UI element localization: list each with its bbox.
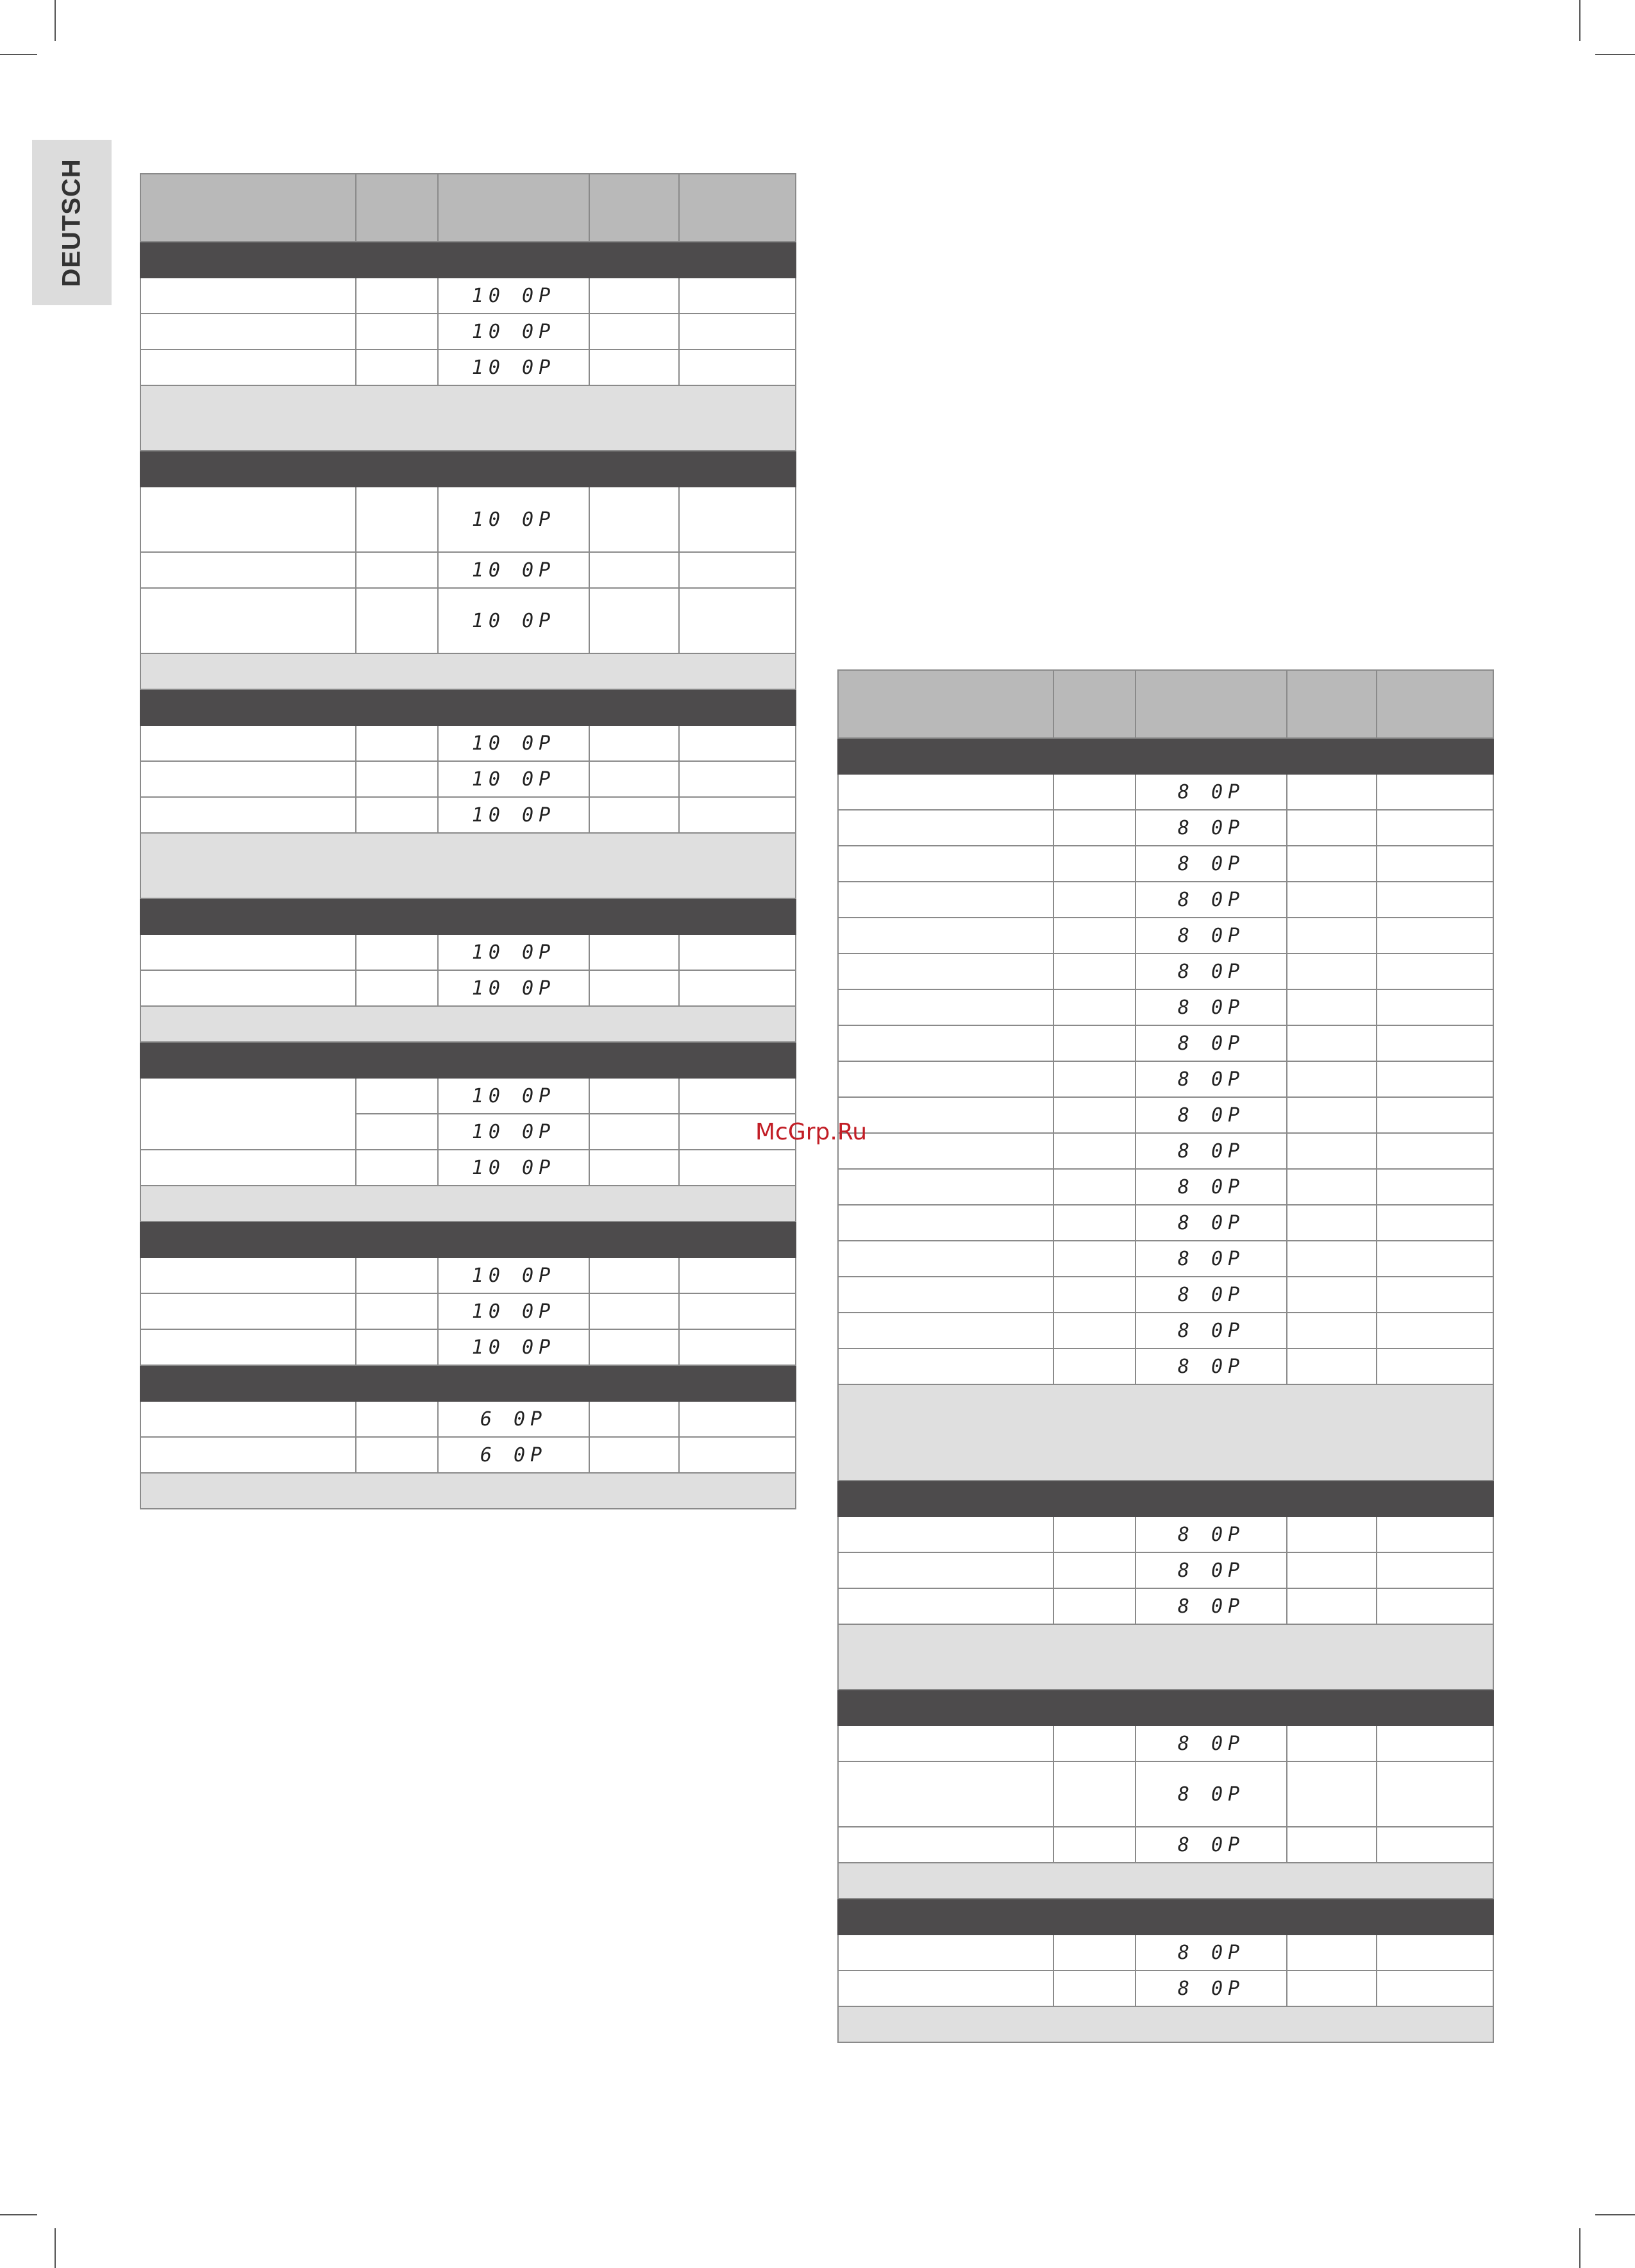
category-row: [838, 1690, 1493, 1726]
power-display: 8 0P: [1177, 1139, 1245, 1163]
table-row: [838, 953, 1493, 989]
table-row: [140, 934, 796, 970]
power-display: 8 0P: [1177, 960, 1245, 983]
table-row: [140, 314, 796, 349]
note-row: [140, 1006, 796, 1042]
power-display: 8 0P: [1177, 1833, 1245, 1856]
power-display: 8 0P: [1177, 1783, 1245, 1806]
power-display: 8 0P: [1177, 816, 1245, 839]
table-row: [838, 1552, 1493, 1588]
power-display: 10 0P: [471, 320, 556, 343]
table-row: [140, 1329, 796, 1365]
power-display: 10 0P: [471, 559, 556, 582]
table-row: [140, 725, 796, 761]
table-row: [838, 1061, 1493, 1097]
table-row: [838, 1970, 1493, 2006]
table-row: [140, 797, 796, 833]
power-display: 8 0P: [1177, 1523, 1245, 1546]
category-row: [140, 1365, 796, 1401]
power-display: 8 0P: [1177, 1355, 1245, 1378]
table-row: [838, 1097, 1493, 1133]
crop-mark: [1595, 54, 1635, 55]
power-display: 8 0P: [1177, 1104, 1245, 1127]
table-row: [838, 1588, 1493, 1624]
crop-mark: [55, 0, 56, 41]
note-row: [838, 1624, 1493, 1690]
table-row: [838, 1935, 1493, 1970]
table-row: [838, 810, 1493, 846]
crop-mark: [1595, 2214, 1635, 2215]
table-row: [140, 349, 796, 385]
category-row: [838, 1481, 1493, 1516]
table-row: [838, 1205, 1493, 1241]
table-row: [838, 1313, 1493, 1348]
table-row: [140, 278, 796, 314]
table-row: [838, 1169, 1493, 1205]
power-display: 8 0P: [1177, 1283, 1245, 1306]
table-row: [140, 1293, 796, 1329]
crop-mark: [0, 2214, 37, 2215]
table-row: [838, 1133, 1493, 1169]
table-header: [140, 174, 796, 242]
power-display: 10 0P: [471, 803, 556, 827]
table-row: [838, 882, 1493, 918]
table-row: [838, 989, 1493, 1025]
power-display: 8 0P: [1177, 1247, 1245, 1270]
power-display: 10 0P: [471, 1264, 556, 1287]
note-row: [140, 1186, 796, 1222]
crop-mark: [55, 2228, 56, 2268]
table-row: [838, 1241, 1493, 1277]
table-row: [140, 588, 796, 653]
table-row: [838, 918, 1493, 953]
crop-mark: [1579, 2228, 1581, 2268]
note-row: [838, 2006, 1493, 2042]
cooking-table-left: [140, 173, 796, 1509]
table-header: [838, 670, 1493, 738]
category-row: [140, 898, 796, 934]
power-display: 8 0P: [1177, 888, 1245, 911]
power-display: 8 0P: [1177, 1032, 1245, 1055]
table-row: [140, 1401, 796, 1437]
power-display: 8 0P: [1177, 1068, 1245, 1091]
power-display: 10 0P: [471, 1084, 556, 1107]
category-row: [838, 1899, 1493, 1935]
power-display: 10 0P: [471, 732, 556, 755]
power-display: 6 0P: [480, 1407, 548, 1431]
table-row: [140, 487, 796, 552]
power-display: 10 0P: [471, 1156, 556, 1179]
note-row: [140, 833, 796, 898]
power-display: 8 0P: [1177, 1559, 1245, 1582]
power-display: 8 0P: [1177, 1941, 1245, 1964]
power-display: 10 0P: [471, 356, 556, 379]
category-row: [140, 1042, 796, 1078]
category-row: [140, 689, 796, 725]
note-row: [838, 1863, 1493, 1899]
power-display: 10 0P: [471, 1120, 556, 1143]
power-display: 8 0P: [1177, 1732, 1245, 1755]
category-row: [140, 1222, 796, 1257]
table-row: [838, 1348, 1493, 1384]
power-display: 10 0P: [471, 977, 556, 1000]
power-display: 10 0P: [471, 768, 556, 791]
table-row: [838, 774, 1493, 810]
table-row: [140, 1078, 796, 1114]
power-display: 8 0P: [1177, 1977, 1245, 2000]
note-row: [140, 653, 796, 689]
table-row: [838, 1827, 1493, 1863]
crop-mark: [1579, 0, 1581, 41]
power-display: 10 0P: [471, 609, 556, 632]
power-display: 8 0P: [1177, 852, 1245, 875]
power-display: 8 0P: [1177, 780, 1245, 803]
table-row: [838, 1277, 1493, 1313]
watermark-text: McGrp.Ru: [755, 1119, 868, 1145]
power-display: 10 0P: [471, 508, 556, 531]
note-row: [140, 385, 796, 451]
table-row: [838, 1516, 1493, 1552]
power-display: 8 0P: [1177, 1211, 1245, 1234]
table-row: [140, 1257, 796, 1293]
crop-mark: [0, 54, 37, 55]
note-row: [140, 1473, 796, 1509]
power-display: 8 0P: [1177, 1319, 1245, 1342]
table-row: [838, 1025, 1493, 1061]
table-row: [140, 1150, 796, 1186]
table-row: [140, 970, 796, 1006]
cooking-table-right: [837, 669, 1494, 2043]
category-row: [838, 738, 1493, 774]
power-display: 8 0P: [1177, 1595, 1245, 1618]
power-display: 8 0P: [1177, 996, 1245, 1019]
category-row: [140, 242, 796, 278]
language-tab: [32, 140, 112, 305]
power-display: 10 0P: [471, 1336, 556, 1359]
power-display: 10 0P: [471, 284, 556, 307]
note-row: [838, 1384, 1493, 1481]
power-display: 10 0P: [471, 1300, 556, 1323]
power-display: 6 0P: [480, 1443, 548, 1466]
power-display: 10 0P: [471, 941, 556, 964]
power-display: 8 0P: [1177, 924, 1245, 947]
table-row: [140, 1437, 796, 1473]
table-row: [838, 1761, 1493, 1827]
table-row: [838, 1726, 1493, 1761]
table-row: [140, 761, 796, 797]
category-row: [140, 451, 796, 487]
table-row: [838, 846, 1493, 882]
language-label: DEUTSCH: [57, 158, 86, 287]
power-display: 8 0P: [1177, 1175, 1245, 1198]
table-row: [140, 552, 796, 588]
